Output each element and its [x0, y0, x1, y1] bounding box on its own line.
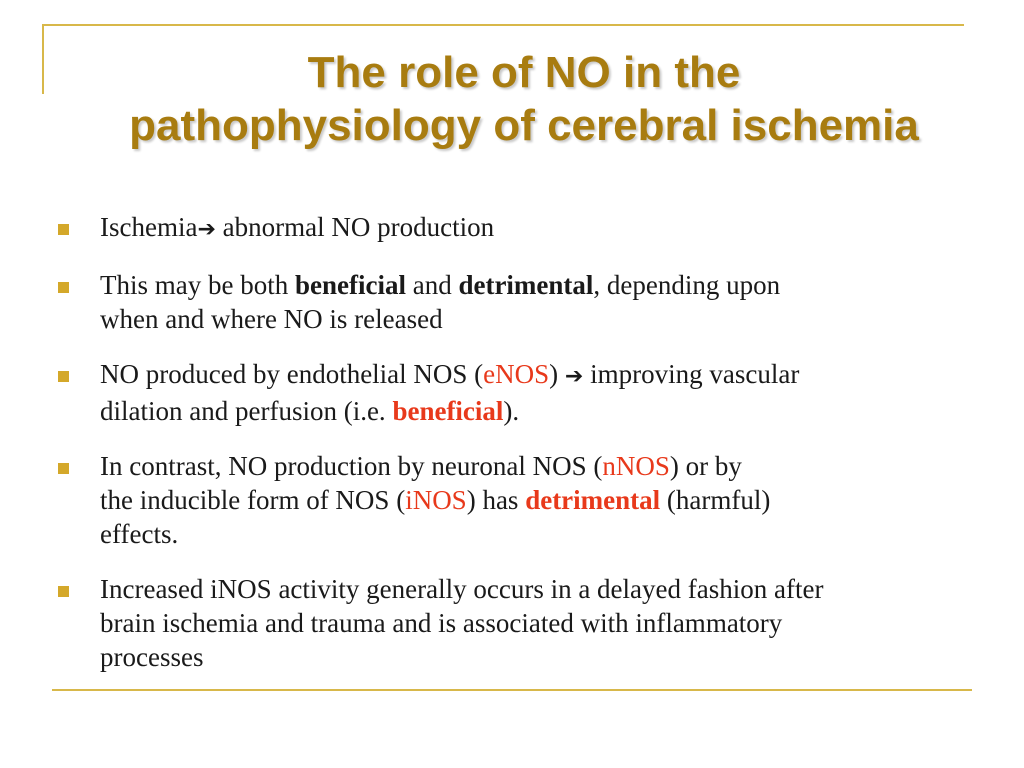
text-enos-red: eNOS: [483, 359, 550, 389]
square-bullet-icon: [58, 371, 69, 382]
square-bullet-icon: [58, 463, 69, 474]
text-segment: This may be both: [100, 270, 295, 300]
bullet-5-line-1: Increased iNOS activity generally occurs in a delayed fashion after: [100, 574, 824, 604]
text-segment: ): [549, 359, 565, 389]
right-arrow-icon: ➔: [564, 364, 584, 389]
text-segment: and: [405, 270, 459, 300]
text-segment: improving vascular: [583, 359, 800, 389]
text-ischemia: Ischemia: [100, 212, 198, 242]
frame-top-rule: [42, 24, 964, 26]
bullet-5-line-3: processes: [100, 642, 204, 672]
text-segment: ) has: [466, 485, 526, 515]
bullet-3-line-2: [100, 394, 958, 428]
bullet-item-4: [58, 449, 958, 551]
bullet-2-line-2: when and where NO is released: [100, 304, 443, 334]
square-bullet-icon: [58, 224, 69, 235]
text-abnormal-no: abnormal NO production: [215, 212, 495, 242]
text-segment: In contrast, NO production by neuronal NOS (: [100, 451, 603, 481]
frame-bottom-rule: [52, 689, 972, 691]
right-arrow-icon: ➔: [197, 217, 216, 242]
bullet-item-1: [58, 210, 958, 247]
text-detrimental-bold: detrimental: [458, 270, 594, 300]
bullet-item-5: [58, 572, 958, 674]
bullet-item-3: [58, 357, 958, 428]
bullet-3-line-1: [100, 357, 958, 394]
text-beneficial-red: beneficial: [392, 396, 504, 426]
text-detrimental-red: detrimental: [525, 485, 661, 515]
bullet-item-2: [58, 268, 958, 336]
text-inos-red: iNOS: [405, 485, 467, 515]
text-segment: NO produced by endothelial NOS (: [100, 359, 484, 389]
bullet-4-line-2: [100, 483, 958, 517]
text-segment: ).: [503, 396, 520, 426]
bullet-4-line-3: effects.: [100, 519, 179, 549]
square-bullet-icon: [58, 586, 69, 597]
text-segment: ) or by: [669, 451, 742, 481]
slide-title: [42, 46, 1006, 152]
text-segment: the inducible form of NOS (: [100, 485, 406, 515]
bullet-2-line-1: [100, 268, 958, 302]
text-segment: , depending upon: [593, 270, 781, 300]
text-segment: dilation and perfusion (i.e.: [100, 396, 393, 426]
bullet-list: [58, 210, 958, 695]
text-segment: (harmful): [660, 485, 771, 515]
text-beneficial-bold: beneficial: [294, 270, 406, 300]
bullet-1-line-1: [100, 210, 958, 247]
title-line-2: pathophysiology of cerebral ischemia: [129, 101, 919, 150]
bullet-5-line-2: brain ischemia and trauma and is associated with inflammatory: [100, 608, 783, 638]
title-line-1: The role of NO in the: [307, 48, 741, 97]
square-bullet-icon: [58, 282, 69, 293]
text-nnos-red: nNOS: [602, 451, 670, 481]
bullet-4-line-1: [100, 449, 958, 483]
